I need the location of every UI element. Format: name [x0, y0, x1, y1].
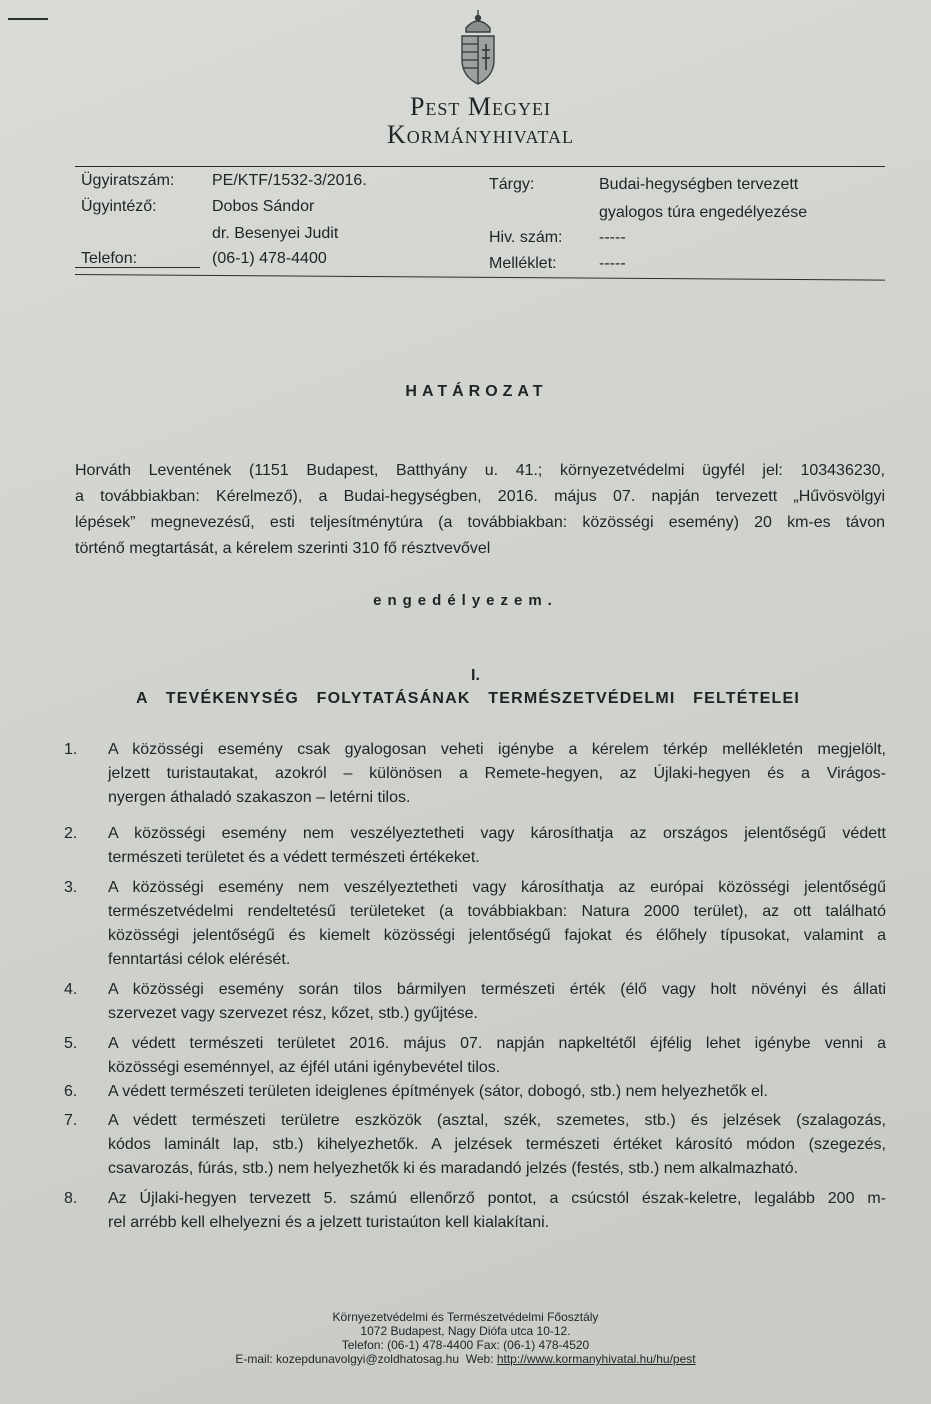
condition-line: természetvédelmi rendeltetésű területeket (a továbbiakban: Natura 2000 terület), az ott található: [108, 903, 886, 920]
divider: [75, 274, 885, 281]
condition-line: A védett természeti területre eszközök (asztal, szék, szemetes, stb.) és jelzések (szalagozás,: [108, 1112, 886, 1129]
condition-item: [64, 1187, 886, 1235]
office-name-line2: Kormányhivatal: [386, 120, 574, 149]
coat-of-arms-icon: [448, 8, 508, 88]
condition-line: rel arrébb kell elhelyezni és a jelzett turistaúton kell kialakítani.: [108, 1214, 550, 1231]
subject-label: Tárgy:: [489, 176, 535, 193]
condition-line: nyergen áthaladó szakaszon – letérni tilos.: [108, 789, 411, 806]
handler-name-2: dr. Besenyei Judit: [212, 225, 339, 242]
condition-line: közösségi jelentőségű és kiemelt közösségi jelentőségű fajokat és élőhely típusokat, valamint a: [108, 927, 886, 944]
condition-line: kódos laminált lap, stb.) kihelyezhetők. A jelzések természeti értéket károsító módon (szegezés,: [108, 1136, 886, 1153]
footer-address: 1072 Budapest, Nagy Diófa utca 10-12.: [360, 1324, 571, 1338]
condition-line: A közösségi esemény nem veszélyeztetheti vagy károsíthatja az országos jelentőségű védett: [108, 825, 886, 842]
phone-label: Telefon:: [81, 250, 138, 267]
reference-label: Hiv. szám:: [489, 229, 563, 246]
condition-number: 4.: [64, 981, 78, 998]
condition-line: A védett természeti területen ideiglenes építmények (sátor, dobogó, stb.) nem helyezhetők el.: [108, 1083, 768, 1100]
footer-phone: Telefon: (06-1) 478-4400 Fax: (06-1) 478-4520: [341, 1338, 590, 1352]
footer-contact: [0, 1352, 931, 1366]
decision-word: engedélyezem.: [373, 592, 558, 609]
condition-item: [64, 738, 886, 810]
intro-line: Horváth Leventének (1151 Budapest, Batthyány u. 41.; környezetvédelmi ügyfél jel: 103436230,: [75, 462, 885, 479]
case-metadata: [75, 166, 885, 282]
reference-value: -----: [599, 229, 626, 246]
divider: [75, 267, 200, 268]
handler-name-1: Dobos Sándor: [212, 198, 315, 215]
condition-number: 6.: [64, 1083, 78, 1100]
condition-number: 3.: [64, 879, 78, 896]
condition-number: 5.: [64, 1035, 78, 1052]
intro-line: lépések” megnevezésű, esti teljesítménytúra (a továbbiakban: közösségi esemény) 20 km-es távon: [75, 514, 885, 531]
web-link[interactable]: http://www.kormanyhivatal.hu/hu/pest: [496, 1352, 696, 1366]
condition-item: [64, 876, 886, 972]
phone-number: (06-1) 478-4400: [212, 250, 327, 267]
condition-item: [64, 1080, 886, 1104]
section-number: I.: [471, 667, 480, 684]
web-label: Web:: [465, 1352, 494, 1366]
subject-line-1: Budai-hegységben tervezett: [599, 176, 799, 193]
condition-line: közösségi eseménnyel, az éjfél utáni igénybevétel tilos.: [108, 1059, 501, 1076]
attachment-label: Melléklet:: [489, 255, 557, 272]
condition-item: [64, 1032, 886, 1080]
condition-line: A védett természeti területet 2016. május 07. napján napkeltétől éjfélig lehet igénybe venni a: [108, 1035, 886, 1052]
email-address[interactable]: kozepdunavolgyi@zoldhatosag.hu: [276, 1352, 460, 1366]
subject-line-2: gyalogos túra engedélyezése: [599, 204, 808, 221]
intro-line: történő megtartását, a kérelem szerinti 310 fő résztvevővel: [75, 540, 491, 557]
condition-item: [64, 978, 886, 1026]
condition-line: fenntartási célok elérését.: [108, 951, 291, 968]
section-title: A TEVÉKENYSÉG FOLYTATÁSÁNAK TERMÉSZETVÉDELMI FELTÉTELEI: [136, 690, 800, 707]
condition-line: természeti területet és a védett természeti értékeket.: [108, 849, 480, 866]
office-name-line1: Pest Megyei: [409, 92, 552, 121]
condition-line: A közösségi esemény csak gyalogosan veheti igénybe a kérelem térkép mellékletén megjelölt,: [108, 741, 886, 758]
condition-item: [64, 1109, 886, 1181]
condition-line: jelzett turistautakat, azokról – különösen a Remete-hegyen, az Újlaki-hegyen és a Virágos-: [108, 765, 886, 782]
intro-line: a továbbiakban: Kérelmező), a Budai-hegységben, 2016. május 07. napján tervezett „Hűvösvölgyi: [75, 488, 885, 505]
attachment-value: -----: [599, 255, 626, 272]
condition-number: 7.: [64, 1112, 78, 1129]
condition-item: [64, 822, 886, 870]
condition-line: szervezet vagy szervezet rész, kőzet, stb.) gyűjtése.: [108, 1005, 478, 1022]
condition-number: 8.: [64, 1190, 78, 1207]
case-number: PE/KTF/1532-3/2016.: [212, 172, 367, 189]
condition-line: Az Újlaki-hegyen tervezett 5. számú ellenőrző pontot, a csúcstól észak-keletre, legalább 200 m-: [108, 1190, 886, 1207]
footer-department: Környezetvédelmi és Természetvédelmi Főosztály: [332, 1310, 599, 1324]
handler-label: Ügyintéző:: [81, 198, 157, 215]
condition-line: csavarozás, fúrás, stb.) nem helyezhetők ki és maradandó jelzés (festés, stb.) nem alkalmazható.: [108, 1160, 799, 1177]
corner-mark: [8, 18, 48, 20]
condition-number: 1.: [64, 741, 78, 758]
case-number-label: Ügyiratszám:: [81, 172, 175, 189]
condition-number: 2.: [64, 825, 78, 842]
document-title: HATÁROZAT: [405, 383, 548, 400]
email-label: E-mail:: [235, 1352, 273, 1366]
intro-paragraph: [75, 458, 885, 562]
divider: [75, 166, 885, 167]
condition-line: A közösségi esemény során tilos bármilyen természeti érték (élő vagy holt növényi és állati: [108, 981, 886, 998]
condition-line: A közösségi esemény nem veszélyeztetheti vagy károsíthatja az európai közösségi jelentőségű: [108, 879, 886, 896]
